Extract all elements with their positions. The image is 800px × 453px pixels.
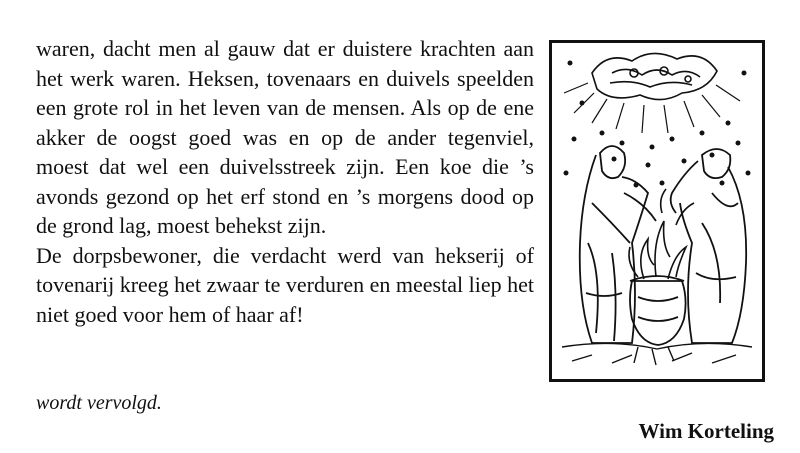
storm-cloud-icon bbox=[592, 53, 717, 99]
article-paragraph-1: waren, dacht men al gauw dat er duistere krachten aan het werk waren. Heksen, tovenaars en duivels speelden een grote rol in het leven van de mensen. Als op de ene akker de oogst goed was en op de ander tegenviel, moest dat wel een duivelsstreek zijn. Een koe die ’s avonds gezond op het erf stond en ’s morgens dood op de grond lag, moest behekst zijn. bbox=[36, 36, 534, 238]
woodcut-witches-cauldron-icon bbox=[549, 40, 765, 382]
cauldron-icon bbox=[630, 276, 686, 345]
cloud-rays-icon bbox=[564, 83, 740, 133]
author-name: Wim Korteling bbox=[638, 419, 774, 443]
article-paragraph-2: De dorpsbewoner, die verdacht werd van hekserij of tovenarij kreeg het zwaar te verduren en meestal liep het niet goed voor hem of haar af! bbox=[36, 242, 534, 327]
ground-icon bbox=[562, 343, 752, 365]
right-witch-icon bbox=[671, 149, 747, 343]
continued-note: wordt vervolgd. bbox=[36, 392, 162, 414]
article-body bbox=[36, 34, 534, 329]
